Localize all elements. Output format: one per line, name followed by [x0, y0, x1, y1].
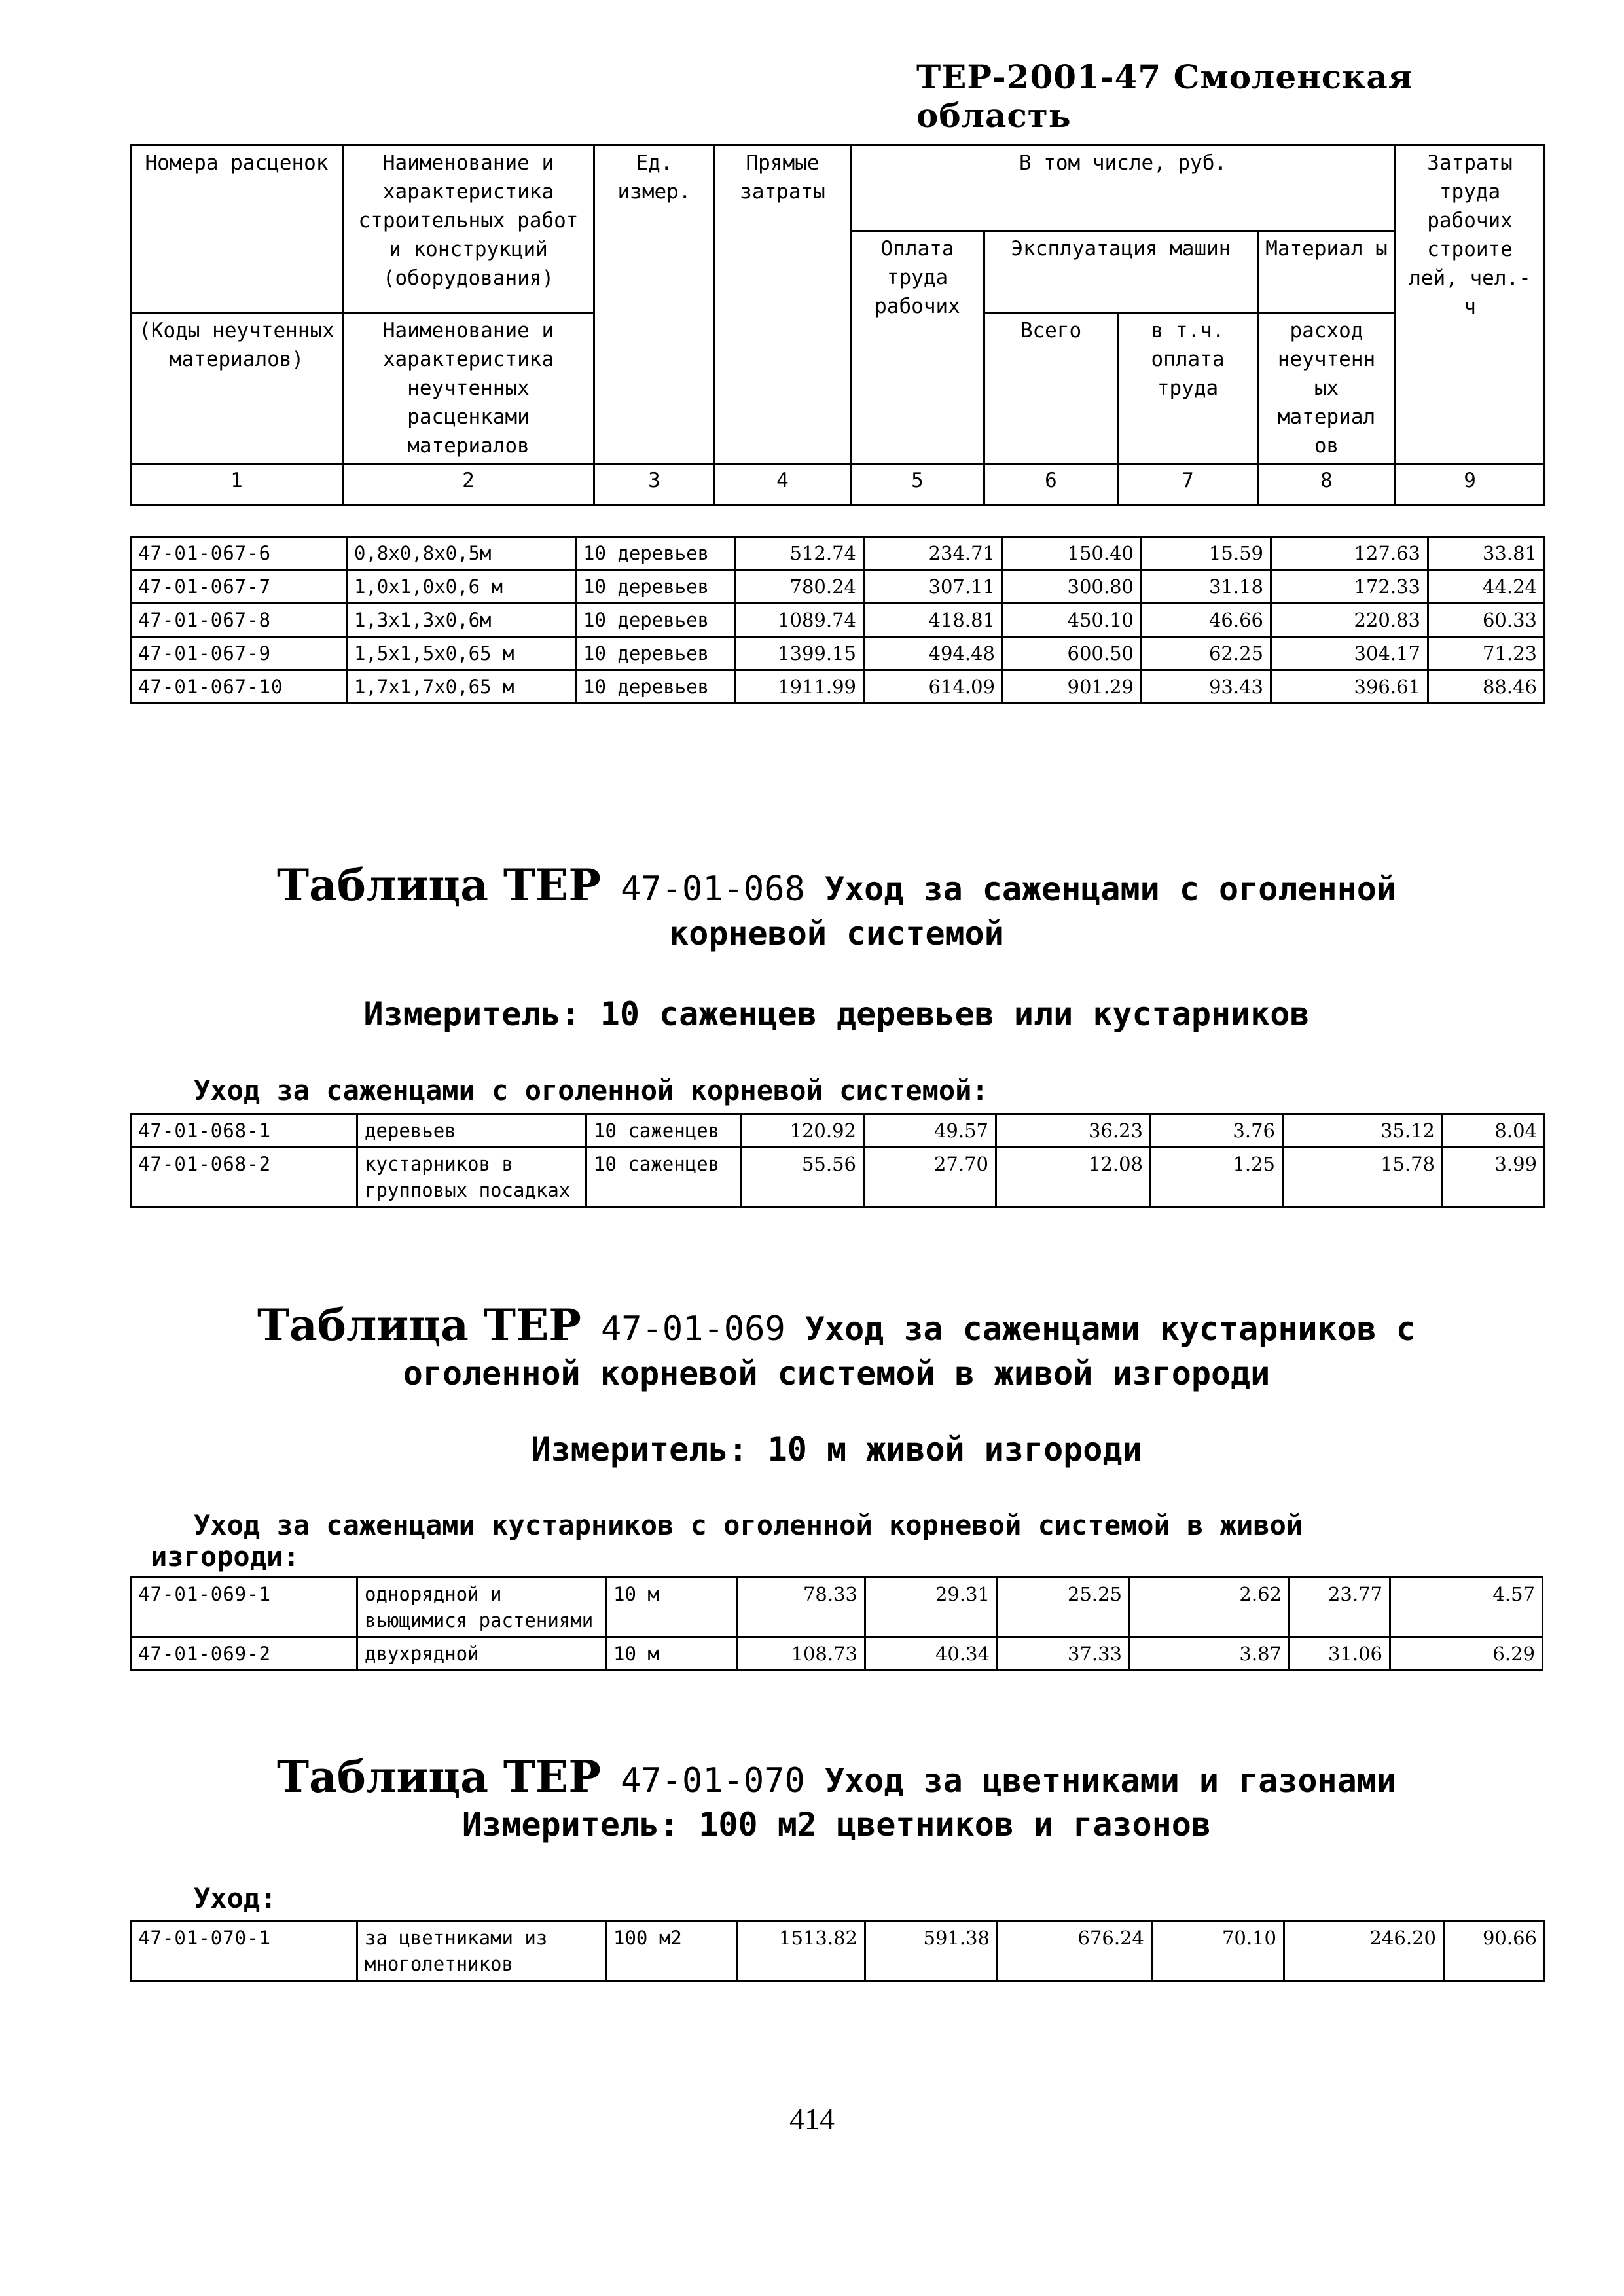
- col-work-name: Наименование и характеристика строительных работ и конструкций (оборудования): [343, 145, 594, 313]
- col-number: 2: [343, 464, 594, 505]
- table-row: [131, 1922, 1545, 1981]
- col-number: 8: [1258, 464, 1396, 505]
- rate-code: 47-01-067-8: [131, 604, 347, 637]
- rates-table-067: [130, 536, 1545, 704]
- col-material-usage: расход неучтенн ых материал ов: [1258, 313, 1396, 464]
- value-cell: 25.25: [998, 1578, 1130, 1637]
- table-label: Таблица ТЕР: [277, 1751, 601, 1802]
- table-068-caption: [130, 860, 1543, 956]
- value-cell: 676.24: [998, 1922, 1152, 1981]
- value-cell: 4.57: [1390, 1578, 1543, 1637]
- value-cell: 600.50: [1003, 637, 1142, 670]
- table-070-caption: [130, 1751, 1543, 1803]
- work-name: однорядной и вьющимися растениями: [357, 1578, 606, 1637]
- value-cell: 15.59: [1142, 537, 1271, 570]
- rate-code: 47-01-070-1: [131, 1922, 357, 1981]
- rate-code: 47-01-069-1: [131, 1578, 357, 1637]
- rate-code: 47-01-067-6: [131, 537, 347, 570]
- col-unit: Ед. измер.: [594, 145, 715, 464]
- value-cell: 591.38: [865, 1922, 998, 1981]
- unit: 100 м2: [606, 1922, 737, 1981]
- value-cell: 150.40: [1003, 537, 1142, 570]
- page-header-title: ТЕР-2001-47 Смоленская область: [916, 58, 1413, 135]
- table-069-meter: Измеритель: 10 м живой изгороди: [531, 1430, 1142, 1468]
- work-name: 1,7х1,7х0,65 м: [347, 670, 576, 704]
- value-cell: 120.92: [741, 1114, 864, 1148]
- work-name: двухрядной: [357, 1637, 606, 1671]
- table-068-subtitle: Уход за саженцами с оголенной корневой системой:: [194, 1074, 988, 1106]
- value-cell: 90.66: [1444, 1922, 1545, 1981]
- value-cell: 450.10: [1003, 604, 1142, 637]
- table-title-line2: оголенной корневой системой в живой изгороди: [403, 1355, 1271, 1393]
- table-row: [131, 537, 1545, 570]
- value-cell: 512.74: [736, 537, 864, 570]
- table-row: [131, 1637, 1543, 1671]
- value-cell: 307.11: [864, 570, 1003, 604]
- value-cell: 31.18: [1142, 570, 1271, 604]
- col-material-codes: (Коды неучтенных материалов): [131, 313, 343, 464]
- value-cell: 46.66: [1142, 604, 1271, 637]
- value-cell: 494.48: [864, 637, 1003, 670]
- value-cell: 220.83: [1271, 604, 1428, 637]
- table-title-line2: корневой системой: [669, 915, 1004, 953]
- value-cell: 15.78: [1283, 1148, 1443, 1207]
- value-cell: 108.73: [737, 1637, 865, 1671]
- rates-table-070: [130, 1920, 1545, 1982]
- unit: 10 деревьев: [576, 570, 736, 604]
- value-cell: 6.29: [1390, 1637, 1543, 1671]
- unit: 10 деревьев: [576, 604, 736, 637]
- value-cell: 29.31: [865, 1578, 998, 1637]
- value-cell: 1089.74: [736, 604, 864, 637]
- value-cell: 62.25: [1142, 637, 1271, 670]
- value-cell: 418.81: [864, 604, 1003, 637]
- table-069-subtitle-line1: Уход за саженцами кустарников с оголенной корневой системой в живой: [194, 1509, 1303, 1541]
- value-cell: 88.46: [1428, 670, 1545, 704]
- table-row: [131, 1578, 1543, 1637]
- rate-code: 47-01-067-10: [131, 670, 347, 704]
- rates-table-068: [130, 1113, 1545, 1208]
- value-cell: 3.87: [1130, 1637, 1290, 1671]
- table-070-subtitle: Уход:: [194, 1882, 277, 1914]
- value-cell: 60.33: [1428, 604, 1545, 637]
- value-cell: 127.63: [1271, 537, 1428, 570]
- table-number: 47-01-069: [600, 1309, 785, 1349]
- value-cell: 93.43: [1142, 670, 1271, 704]
- col-machine-operation: Эксплуатация машин: [984, 231, 1258, 313]
- value-cell: 1513.82: [737, 1922, 865, 1981]
- col-material-name: Наименование и характеристика неучтенных расценками материалов: [343, 313, 594, 464]
- value-cell: 246.20: [1284, 1922, 1444, 1981]
- table-068-meter: Измеритель: 10 саженцев деревьев или кустарников: [363, 995, 1310, 1033]
- col-number: 4: [715, 464, 851, 505]
- value-cell: 2.62: [1130, 1578, 1290, 1637]
- value-cell: 35.12: [1283, 1114, 1443, 1148]
- rates-table-069: [130, 1576, 1543, 1671]
- table-row: [131, 637, 1545, 670]
- col-number: 9: [1396, 464, 1545, 505]
- value-cell: 172.33: [1271, 570, 1428, 604]
- rate-code: 47-01-068-1: [131, 1114, 357, 1148]
- rate-code: 47-01-067-9: [131, 637, 347, 670]
- value-cell: 1.25: [1151, 1148, 1283, 1207]
- col-machine-pay: в т.ч. оплата труда: [1118, 313, 1258, 464]
- col-number: 7: [1118, 464, 1258, 505]
- table-label: Таблица ТЕР: [277, 860, 601, 911]
- value-cell: 614.09: [864, 670, 1003, 704]
- value-cell: 44.24: [1428, 570, 1545, 604]
- col-number: 1: [131, 464, 343, 505]
- unit: 10 саженцев: [586, 1114, 741, 1148]
- value-cell: 1399.15: [736, 637, 864, 670]
- value-cell: 8.04: [1443, 1114, 1545, 1148]
- value-cell: 71.23: [1428, 637, 1545, 670]
- value-cell: 70.10: [1152, 1922, 1284, 1981]
- value-cell: 23.77: [1290, 1578, 1390, 1637]
- unit: 10 деревьев: [576, 670, 736, 704]
- col-number: 5: [851, 464, 984, 505]
- col-labor-costs: Затраты труда рабочих строите лей, чел.-ч: [1396, 145, 1545, 464]
- value-cell: 396.61: [1271, 670, 1428, 704]
- work-name: 1,3х1,3х0,6м: [347, 604, 576, 637]
- value-cell: 40.34: [865, 1637, 998, 1671]
- table-title-line1: Уход за саженцами с оголенной: [824, 870, 1396, 908]
- col-rate-numbers: Номера расценок: [131, 145, 343, 313]
- value-cell: 3.99: [1443, 1148, 1545, 1207]
- value-cell: 304.17: [1271, 637, 1428, 670]
- value-cell: 901.29: [1003, 670, 1142, 704]
- table-069-subtitle-line2: изгороди:: [151, 1540, 300, 1573]
- table-row: [131, 670, 1545, 704]
- value-cell: 27.70: [864, 1148, 996, 1207]
- table-row: [131, 570, 1545, 604]
- value-cell: 49.57: [864, 1114, 996, 1148]
- value-cell: 78.33: [737, 1578, 865, 1637]
- value-cell: 780.24: [736, 570, 864, 604]
- page-number: 414: [789, 2102, 835, 2136]
- col-machine-total: Всего: [984, 313, 1118, 464]
- value-cell: 55.56: [741, 1148, 864, 1207]
- unit: 10 м: [606, 1578, 737, 1637]
- value-cell: 1911.99: [736, 670, 864, 704]
- col-group-including: В том числе, руб.: [851, 145, 1396, 231]
- value-cell: 234.71: [864, 537, 1003, 570]
- table-title-line1: Уход за саженцами кустарников с: [804, 1310, 1416, 1348]
- rate-code: 47-01-068-2: [131, 1148, 357, 1207]
- value-cell: 3.76: [1151, 1114, 1283, 1148]
- table-row: [131, 604, 1545, 637]
- value-cell: 37.33: [998, 1637, 1130, 1671]
- work-name: 0,8х0,8х0,5м: [347, 537, 576, 570]
- value-cell: 36.23: [996, 1114, 1151, 1148]
- value-cell: 12.08: [996, 1148, 1151, 1207]
- unit: 10 деревьев: [576, 537, 736, 570]
- unit: 10 м: [606, 1637, 737, 1671]
- work-name: 1,5х1,5х0,65 м: [347, 637, 576, 670]
- rate-code: 47-01-067-7: [131, 570, 347, 604]
- col-number: 3: [594, 464, 715, 505]
- col-worker-pay: Оплата труда рабочих: [851, 231, 984, 464]
- value-cell: 300.80: [1003, 570, 1142, 604]
- work-name: деревьев: [357, 1114, 586, 1148]
- table-title-line1: Уход за цветниками и газонами: [824, 1762, 1396, 1800]
- value-cell: 33.81: [1428, 537, 1545, 570]
- table-label: Таблица ТЕР: [257, 1300, 581, 1351]
- unit: 10 саженцев: [586, 1148, 741, 1207]
- unit: 10 деревьев: [576, 637, 736, 670]
- table-number: 47-01-070: [621, 1761, 805, 1800]
- value-cell: 31.06: [1290, 1637, 1390, 1671]
- table-row: [131, 1114, 1545, 1148]
- table-070-meter: Измеритель: 100 м2 цветников и газонов: [462, 1806, 1211, 1844]
- col-direct-costs: Прямые затраты: [715, 145, 851, 464]
- rate-code: 47-01-069-2: [131, 1637, 357, 1671]
- table-069-caption: [130, 1300, 1543, 1396]
- col-number: 6: [984, 464, 1118, 505]
- work-name: кустарников в групповых посадках: [357, 1148, 586, 1207]
- col-materials: Материал ы: [1258, 231, 1396, 313]
- table-row: [131, 1148, 1545, 1207]
- work-name: 1,0х1,0х0,6 м: [347, 570, 576, 604]
- work-name: за цветниками из многолетников: [357, 1922, 606, 1981]
- table-number: 47-01-068: [621, 869, 805, 909]
- column-header-table: [130, 144, 1545, 506]
